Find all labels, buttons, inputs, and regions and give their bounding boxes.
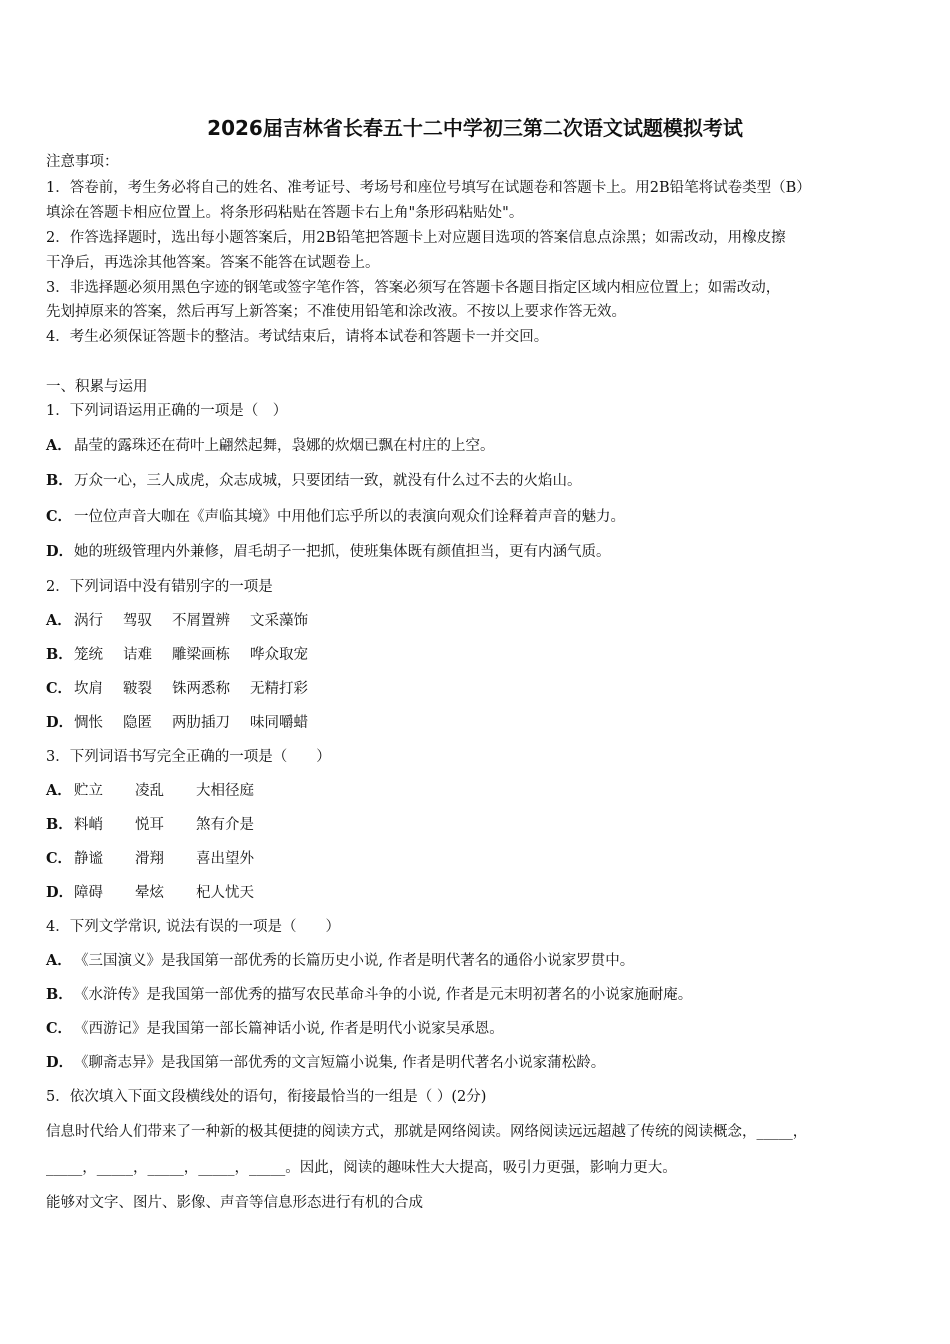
option-item	[46, 436, 916, 456]
option-word: 隐匿	[123, 715, 152, 731]
option-word: 不屑置辨	[172, 613, 230, 629]
option-item	[46, 781, 916, 801]
option-item	[46, 985, 916, 1005]
notice-line: 1．答卷前，考生务必将自己的姓名、准考证号、考场号和座位号填写在试题卷和答题卡上。用2B铅笔将试卷类型（B）	[46, 180, 811, 196]
question-stem: 2．下列词语中没有错别字的一项是	[46, 579, 273, 595]
option-word: 笼统	[74, 647, 103, 663]
notice-heading: 注意事项：	[46, 154, 119, 170]
option-word: 喜出望外	[196, 851, 254, 867]
option-letter: B．	[46, 986, 73, 1003]
option-word: 悦耳	[135, 817, 164, 833]
notice-line: 干净后，再选涂其他答案。答案不能答在试题卷上。	[46, 255, 380, 271]
option-item	[46, 883, 916, 903]
option-word: 铢两悉称	[172, 681, 230, 697]
option-text: 《西游记》是我国第一部长篇神话小说, 作者是明代小说家吴承恩。	[74, 1021, 504, 1037]
option-word: 坎肩	[74, 681, 103, 697]
option-text: 她的班级管理内外兼修，眉毛胡子一把抓，使班集体既有颜值担当，更有内涵气质。	[74, 544, 611, 560]
question-stem: 5．依次填入下面文段横线处的语句，衔接最恰当的一组是（ ）(2分)	[46, 1089, 487, 1105]
option-item	[46, 611, 916, 631]
option-word: 涡行	[74, 613, 103, 629]
option-word: 驾驭	[123, 613, 152, 629]
option-letter: D．	[46, 714, 74, 731]
option-letter: C．	[46, 1020, 73, 1037]
exam-title: 2026届吉林省长春五十二中学初三第二次语文试题模拟考试	[207, 116, 743, 140]
option-item	[46, 713, 916, 733]
option-letter: A．	[46, 437, 72, 454]
option-text: 《水浒传》是我国第一部优秀的描写农民革命斗争的小说, 作者是元末明初著名的小说家施耐庵。	[74, 987, 693, 1003]
option-letter: D．	[46, 543, 74, 560]
option-letter: D．	[46, 1054, 74, 1071]
option-word: 贮立	[74, 783, 103, 799]
option-item	[46, 542, 916, 562]
option-letter: A．	[46, 782, 72, 799]
option-item	[46, 645, 916, 665]
question-stem: 3．下列词语书写完全正确的一项是（ ）	[46, 749, 331, 765]
option-word: 静谧	[74, 851, 103, 867]
notice-line: 3．非选择题必须用黑色字迹的钢笔或签字笔作答，答案必须写在答题卡各题目指定区域内相应位置上；如需改动，	[46, 280, 781, 296]
option-letter: C．	[46, 680, 73, 697]
notice-line: 4．考生必须保证答题卡的整洁。考试结束后，请将本试卷和答题卡一并交回。	[46, 329, 549, 345]
notice-line: 填涂在答题卡相应位置上。将条形码粘贴在答题卡右上角"条形码粘贴处"。	[46, 205, 524, 221]
option-text: 一位位声音大咖在《声临其境》中用他们忘乎所以的表演向观众们诠释着声音的魅力。	[74, 509, 625, 525]
option-letter: A．	[46, 612, 72, 629]
question-stem: 1．下列词语运用正确的一项是（ ）	[46, 403, 288, 419]
option-word: 文采藻饰	[250, 613, 308, 629]
question-stem: 4．下列文学常识, 说法有误的一项是（ ）	[46, 919, 340, 935]
option-item	[46, 507, 916, 527]
option-word: 杞人忧天	[196, 885, 254, 901]
option-item	[46, 1053, 916, 1073]
passage-line: 能够对文字、图片、影像、声音等信息形态进行有机的合成	[46, 1195, 423, 1211]
option-word: 晕炫	[135, 885, 164, 901]
option-letter: A．	[46, 952, 72, 969]
passage-line: 信息时代给人们带来了一种新的极其便捷的阅读方式，那就是网络阅读。网络阅读远远超越了传统的阅读概念，_____，	[46, 1124, 808, 1140]
option-word: 障碍	[74, 885, 103, 901]
option-letter: C．	[46, 508, 73, 525]
option-word: 料峭	[74, 817, 103, 833]
option-letter: B．	[46, 816, 73, 833]
option-letter: D．	[46, 884, 74, 901]
option-word: 煞有介是	[196, 817, 254, 833]
notice-line: 2．作答选择题时，选出每小题答案后，用2B铅笔把答题卡上对应题目选项的答案信息点涂黑；如需改动，用橡皮擦	[46, 230, 786, 246]
option-word: 凌乱	[135, 783, 164, 799]
option-word: 雕梁画栋	[172, 647, 230, 663]
section-heading: 一、积累与运用	[46, 379, 148, 395]
option-item	[46, 951, 916, 971]
option-text: 晶莹的露珠还在荷叶上翩然起舞，袅娜的炊烟已飘在村庄的上空。	[74, 438, 495, 454]
option-word: 诘难	[123, 647, 152, 663]
passage-line: _____，_____，_____，_____，_____。因此，阅读的趣味性大大提高，吸引力更强，影响力更大。	[46, 1160, 677, 1176]
option-word: 滑翔	[135, 851, 164, 867]
option-text: 《聊斋志异》是我国第一部优秀的文言短篇小说集, 作者是明代著名小说家蒲松龄。	[74, 1055, 606, 1071]
option-word: 味同嚼蜡	[250, 715, 308, 731]
option-item	[46, 849, 916, 869]
option-word: 皲裂	[123, 681, 152, 697]
option-word: 大相径庭	[196, 783, 254, 799]
option-text: 万众一心，三人成虎，众志成城，只要团结一致，就没有什么过不去的火焰山。	[74, 473, 582, 489]
option-item	[46, 471, 916, 491]
notice-line: 先划掉原来的答案，然后再写上新答案；不准使用铅笔和涂改液。不按以上要求作答无效。	[46, 304, 626, 320]
option-letter: C．	[46, 850, 73, 867]
option-word: 无精打彩	[250, 681, 308, 697]
option-word: 两肋插刀	[172, 715, 230, 731]
option-item	[46, 679, 916, 699]
option-letter: B．	[46, 472, 73, 489]
option-item	[46, 815, 916, 835]
option-letter: B．	[46, 646, 73, 663]
option-item	[46, 1019, 916, 1039]
option-word: 哗众取宠	[250, 647, 308, 663]
option-text: 《三国演义》是我国第一部优秀的长篇历史小说, 作者是明代著名的通俗小说家罗贯中。	[74, 953, 635, 969]
option-word: 惆怅	[74, 715, 103, 731]
